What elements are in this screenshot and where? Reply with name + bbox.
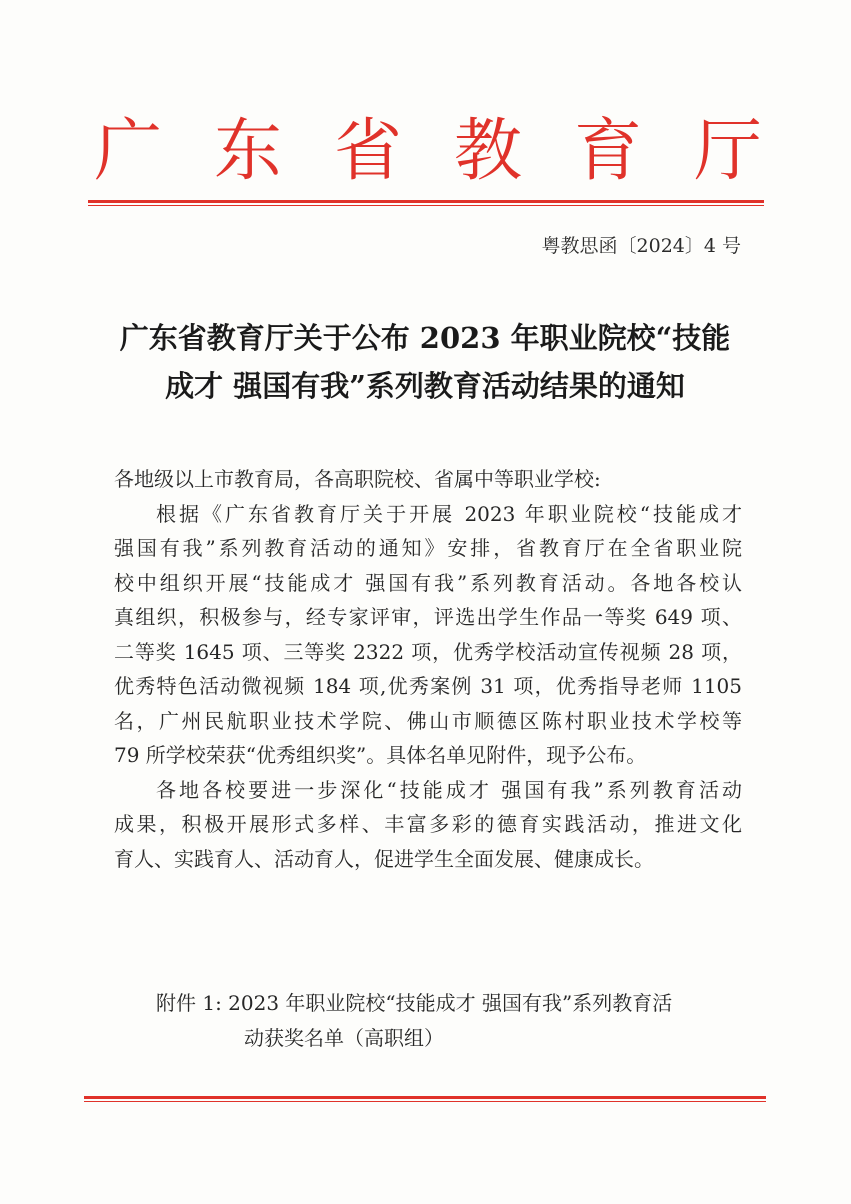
paragraph-line: 二等奖 1645 项、三等奖 2322 项，优秀学校活动宣传视频 28 项，: [114, 639, 742, 664]
document-title: [100, 314, 750, 410]
footer-rule-thin: [84, 1101, 766, 1102]
attachment-line: 附件 1: 2023 年职业院校“技能成才 强国有我”系列教育活: [156, 991, 673, 1015]
paragraph-line: 各地各校要进一步深化“技能成才 强国有我”系列教育活动: [156, 777, 742, 802]
document-body: [114, 462, 742, 876]
letterhead-rule-thin: [88, 205, 764, 206]
letterhead-char: 东: [213, 112, 282, 191]
salutation: 各地级以上市教育局，各高职院校、省属中等职业学校:: [114, 467, 601, 491]
letterhead-char: 省: [333, 112, 402, 191]
attachment-note: [156, 986, 746, 1055]
document-number: 粤教思函〔2024〕4 号: [541, 235, 741, 257]
title-line: 成才 强国有我”系列教育活动结果的通知: [165, 369, 685, 403]
paragraph-line: 校中组织开展“技能成才 强国有我”系列教育活动。各地各校认: [114, 570, 742, 595]
title-line: 广东省教育厅关于公布 2023 年职业院校“技能: [119, 321, 731, 355]
paragraph-line: 真组织，积极参与，经专家评审，评选出学生作品一等奖 649 项、: [114, 605, 742, 629]
paragraph-line: 成果，积极开展形式多样、丰富多彩的德育实践活动，推进文化: [114, 812, 742, 836]
letterhead-char: 教: [453, 112, 522, 191]
footer-rule-thick: [84, 1096, 766, 1099]
paragraph-line: 优秀特色活动微视频 184 项,优秀案例 31 项，优秀指导老师 1105: [114, 674, 742, 698]
paragraph-line: 名，广州民航职业技术学院、佛山市顺德区陈村职业技术学校等: [114, 708, 742, 733]
letterhead-char: 厅: [693, 112, 762, 191]
paragraph-line: 根据《广东省教育厅关于开展 2023 年职业院校“技能成才: [156, 501, 742, 526]
paragraph-line: 育人、实践育人、活动育人，促进学生全面发展、健康成长。: [114, 846, 654, 871]
paragraph-line: 强国有我”系列教育活动的通知》安排，省教育厅在全省职业院: [114, 536, 742, 560]
attachment-line: 动获奖名单（高职组）: [244, 1025, 444, 1050]
letterhead-char: 广: [93, 112, 162, 191]
letterhead-char: 育: [573, 112, 642, 191]
letterhead-rule-thick: [88, 200, 764, 203]
paragraph-line: 79 所学校荣获“优秀组织奖”。具体名单见附件，现予公布。: [114, 743, 647, 767]
letterhead-org-name: [88, 112, 768, 192]
